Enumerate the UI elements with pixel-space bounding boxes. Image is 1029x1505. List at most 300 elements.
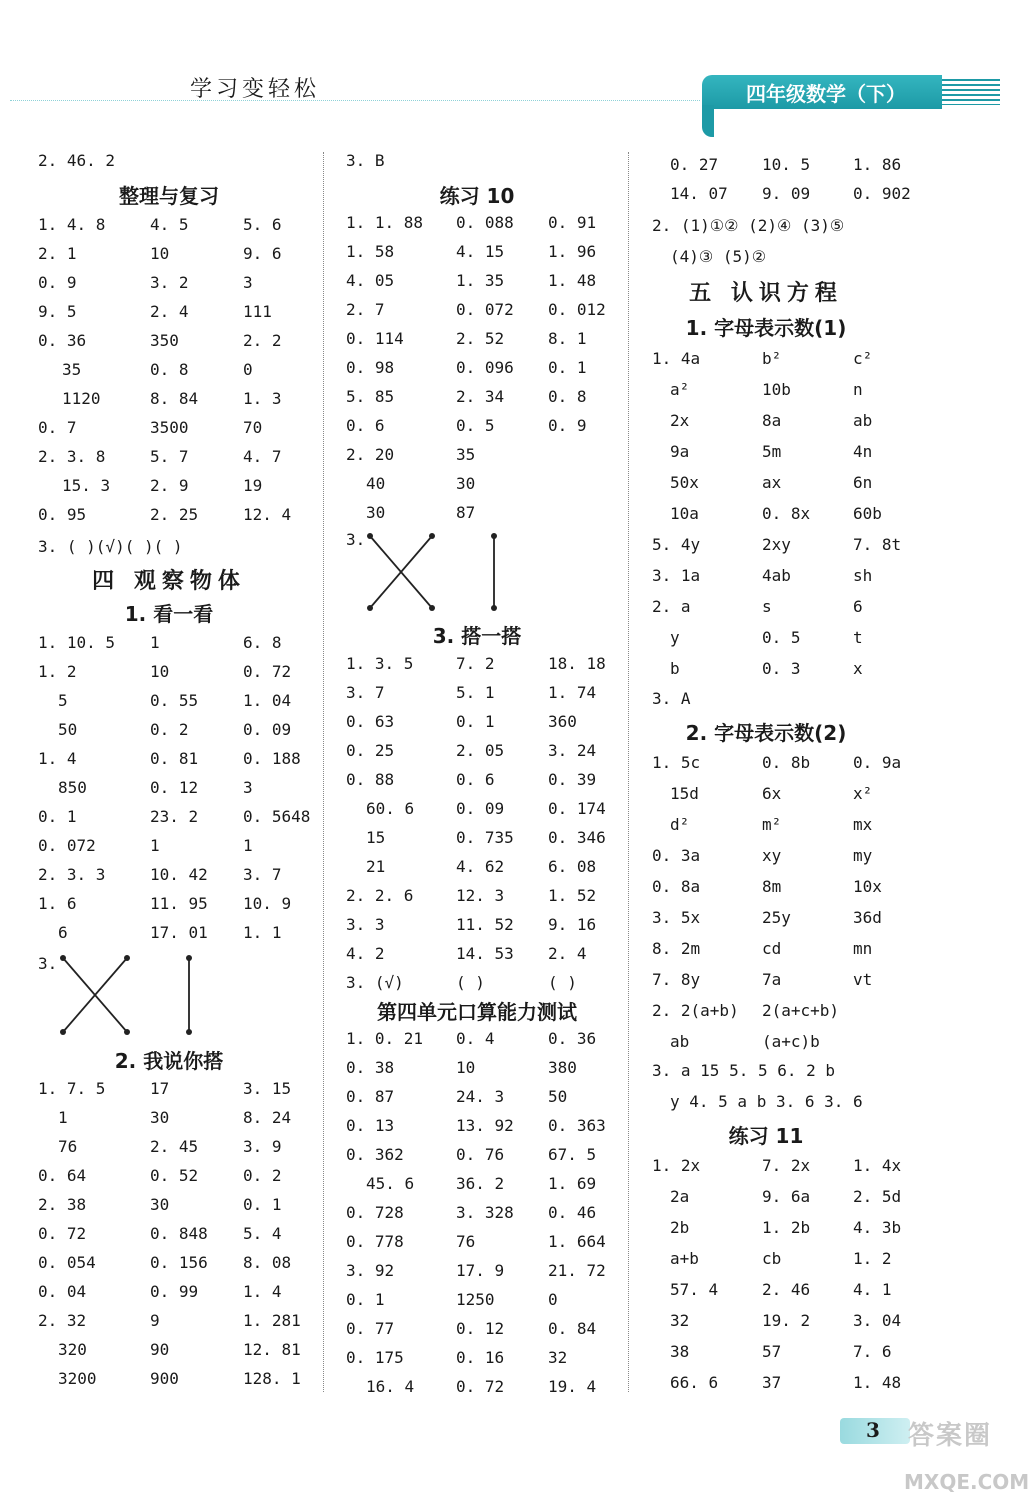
answer-cell: 2(a+c+b) (762, 1001, 840, 1020)
answer-cell: 30 (150, 1108, 170, 1127)
answer-cell: 0. 91 (548, 213, 597, 232)
answer-cell: 0. 72 (456, 1377, 505, 1396)
answer-cell: 2. a (652, 597, 691, 616)
answer-cell: 7. 2 (456, 654, 495, 673)
answer-cell: 15d (670, 784, 699, 803)
answer-cell: 6x (762, 784, 782, 803)
answer-cell: 2. 52 (456, 329, 505, 348)
answer-cell: 9a (670, 442, 690, 461)
answer-cell: 0. 9 (548, 416, 587, 435)
answer-cell: 19. 4 (548, 1377, 597, 1396)
answer-cell: 3 (243, 778, 253, 797)
answer-cell: 0. 778 (346, 1232, 404, 1251)
answer-cell: 0. 1 (548, 358, 587, 377)
answer-cell: 5m (762, 442, 782, 461)
answer-cell: 0. 088 (456, 213, 514, 232)
answer-cell: 1. 48 (548, 271, 597, 290)
section-heading: 1. 字母表示数(1) (685, 316, 847, 340)
answer-cell: 0. 36 (548, 1029, 597, 1048)
answer-cell: ax (762, 473, 782, 492)
answer-cell: 0. 98 (346, 358, 395, 377)
answer-cell: 50 (548, 1087, 568, 1106)
answer-line: 3. ( )(√)( )( ) (38, 537, 183, 556)
answer-line: 3. A (652, 689, 691, 708)
answer-cell: 40 (366, 474, 386, 493)
section-heading: 练习 11 (728, 1124, 804, 1148)
answer-cell: 35 (62, 360, 82, 379)
answer-cell: 12. 4 (243, 505, 292, 524)
answer-cell: 0 (548, 1290, 558, 1309)
answer-cell: 16. 4 (366, 1377, 415, 1396)
answer-cell: 0. 63 (346, 712, 395, 731)
answer-cell: 8a (762, 411, 782, 430)
unit-heading: 四 观察物体 (92, 569, 246, 594)
answer-cell: 7a (762, 970, 782, 989)
answer-cell: 1. 0. 21 (346, 1029, 424, 1048)
answer-cell: 2. 46 (762, 1280, 811, 1299)
watermark-url: MXQE.COM (904, 1470, 1029, 1494)
answer-cell: 2. 2(a+b) (652, 1001, 739, 1020)
answer-cell: 5. 4y (652, 535, 701, 554)
answer-cell: 0. 1 (38, 807, 77, 826)
answer-cell: 10 (150, 662, 170, 681)
answer-cell: 30 (150, 1195, 170, 1214)
answer-cell: (a+c)b (762, 1032, 820, 1051)
answer-cell: 0. 072 (456, 300, 514, 319)
answer-cell: 0. 174 (548, 799, 606, 818)
answer-cell: 50 (58, 720, 78, 739)
answer-cell: 0. 81 (150, 749, 199, 768)
answer-cell: 111 (243, 302, 272, 321)
answer-cell: 6 (58, 923, 68, 942)
answer-cell: y (670, 628, 680, 647)
answer-cell: 128. 1 (243, 1369, 301, 1388)
answer-cell: 9. 6 (243, 244, 282, 263)
answer-cell: 2. 25 (150, 505, 199, 524)
answer-cell: 6. 8 (243, 633, 282, 652)
answer-cell: 6 (853, 597, 863, 616)
answer-cell: 1250 (456, 1290, 495, 1309)
answer-cell: 36. 2 (456, 1174, 505, 1193)
answer-cell: 87 (456, 503, 476, 522)
answer-cell: 5. 6 (243, 215, 282, 234)
answer-cell: 18. 18 (548, 654, 606, 673)
answer-cell: 1. 52 (548, 886, 597, 905)
answer-cell: 7. 8y (652, 970, 701, 989)
answer-cell: 2. 2. 6 (346, 886, 414, 905)
answer-cell: 3. 1a (652, 566, 701, 585)
answer-cell: 0. 096 (456, 358, 514, 377)
answer-cell: 10x (853, 877, 882, 896)
answer-cell: 1. 6 (38, 894, 77, 913)
answer-cell: 0. 95 (38, 505, 87, 524)
answer-cell: 15. 3 (62, 476, 111, 495)
answer-cell: 2. 2 (243, 331, 282, 350)
answer-cell: 0. 87 (346, 1087, 395, 1106)
answer-cell: 8. 84 (150, 389, 199, 408)
answer-cell: 0 (243, 360, 253, 379)
answer-cell: 70 (243, 418, 263, 437)
answer-cell: 0. 77 (346, 1319, 395, 1338)
answer-cell: 17 (150, 1079, 170, 1098)
answer-cell: 4. 15 (456, 242, 505, 261)
answer-line: 2. 46. 2 (38, 151, 116, 170)
answer-cell: 0. 735 (456, 828, 514, 847)
answer-cell: 2. 38 (38, 1195, 87, 1214)
answer-cell: t (853, 628, 863, 647)
answer-cell: 9. 6a (762, 1187, 811, 1206)
answer-line: y 4. 5 a b 3. 6 3. 6 (670, 1092, 863, 1111)
answer-cell: 3. 2 (150, 273, 189, 292)
answer-cell: 50x (670, 473, 699, 492)
answer-cell: 90 (150, 1340, 170, 1359)
answer-line: 2. (1)①② (2)④ (3)⑤ (652, 216, 845, 235)
answer-cell: 76 (456, 1232, 476, 1251)
answer-cell: 19. 2 (762, 1311, 811, 1330)
answer-cell: 12. 81 (243, 1340, 301, 1359)
answer-cell: 5. 85 (346, 387, 395, 406)
answer-cell: 14. 53 (456, 944, 514, 963)
answer-cell: ( ) (456, 973, 485, 992)
answer-cell: 2. 32 (38, 1311, 87, 1330)
answer-cell: 0. 88 (346, 770, 395, 789)
answer-cell: 2x (670, 411, 690, 430)
answer-cell: c² (853, 349, 873, 368)
answer-cell: 5. 4 (243, 1224, 282, 1243)
answer-cell: 4. 62 (456, 857, 505, 876)
answer-cell: 45. 6 (366, 1174, 415, 1193)
answer-cell: 0. 114 (346, 329, 404, 348)
answer-cell: 37 (762, 1373, 782, 1392)
answer-cell: 2. 34 (456, 387, 505, 406)
answer-cell: 4. 3b (853, 1218, 902, 1237)
answer-cell: 1. 86 (853, 155, 902, 174)
section-heading: 2. 字母表示数(2) (685, 721, 847, 745)
answer-cell: 1. 04 (243, 691, 292, 710)
answer-cell: 3. 328 (456, 1203, 514, 1222)
answer-cell: 7. 8t (853, 535, 902, 554)
section-heading: 1. 看一看 (124, 602, 214, 626)
answer-cell: 3 (243, 273, 253, 292)
answer-cell: 19 (243, 476, 263, 495)
answer-cell: 4. 5 (150, 215, 189, 234)
answer-cell: 0. 848 (150, 1224, 208, 1243)
answer-cell: 1. 48 (853, 1373, 902, 1392)
answer-cell: 0. 46 (548, 1203, 597, 1222)
answer-cell: 900 (150, 1369, 179, 1388)
answer-cell: 0. 84 (548, 1319, 597, 1338)
section-heading: 3. 搭一搭 (432, 624, 522, 648)
answer-cell: 0. 012 (548, 300, 606, 319)
answer-cell: 9. 16 (548, 915, 597, 934)
answer-cell: 7. 6 (853, 1342, 892, 1361)
answer-cell: 1. 3. 5 (346, 654, 414, 673)
answer-cell: 1. 58 (346, 242, 395, 261)
answer-cell: 0. 52 (150, 1166, 199, 1185)
answer-cell: 1. 35 (456, 271, 505, 290)
answer-cell: 24. 3 (456, 1087, 505, 1106)
answer-line: 3. a 15 5. 5 6. 2 b (652, 1061, 836, 1080)
answer-cell: 8. 2m (652, 939, 701, 958)
answer-cell: 1. 69 (548, 1174, 597, 1193)
answer-cell: 0. 64 (38, 1166, 87, 1185)
answer-cell: 0. 99 (150, 1282, 199, 1301)
answer-cell: 3. 7 (346, 683, 385, 702)
answer-cell: 3200 (58, 1369, 97, 1388)
answer-cell: 0. 2 (243, 1166, 282, 1185)
answer-cell: 0. 072 (38, 836, 96, 855)
answer-cell: 10a (670, 504, 699, 523)
answer-cell: d² (670, 815, 690, 834)
answer-cell: 8. 1 (548, 329, 587, 348)
answer-cell: 15 (366, 828, 386, 847)
answer-cell: 4. 7 (243, 447, 282, 466)
answer-cell: 1. 664 (548, 1232, 606, 1251)
answer-cell: 1. 4. 8 (38, 215, 106, 234)
answer-cell: 3. 92 (346, 1261, 395, 1280)
answer-cell: n (853, 380, 863, 399)
answer-cell: m² (762, 815, 782, 834)
answer-cell: 1. 2 (38, 662, 77, 681)
answer-cell: 1 (150, 633, 160, 652)
answer-cell: 25y (762, 908, 791, 927)
answer-cell: 11. 95 (150, 894, 208, 913)
answer-cell: 0. 55 (150, 691, 199, 710)
answer-cell: 0. 09 (243, 720, 292, 739)
answer-cell: 1120 (62, 389, 101, 408)
answer-cell: 1. 10. 5 (38, 633, 116, 652)
answer-cell: 320 (58, 1340, 87, 1359)
answer-cell: 3. 7 (243, 865, 282, 884)
answer-cell: my (853, 846, 873, 865)
answer-cell: a+b (670, 1249, 699, 1268)
answer-cell: 5. 7 (150, 447, 189, 466)
answer-cell: 380 (548, 1058, 577, 1077)
answer-cell: 12. 3 (456, 886, 505, 905)
answer-cell: 0. 6 (346, 416, 385, 435)
answer-cell: 3. 04 (853, 1311, 902, 1330)
answer-cell: 0. 16 (456, 1348, 505, 1367)
answer-cell: 360 (548, 712, 577, 731)
answer-cell: 2. 3. 3 (38, 865, 106, 884)
section-heading: 整理与复习 (119, 184, 219, 208)
answer-cell: 30 (366, 503, 386, 522)
answer-cell: 0. 3a (652, 846, 701, 865)
answer-cell: 30 (456, 474, 476, 493)
answer-cell: 0. 2 (150, 720, 189, 739)
answer-cell: 2. 3. 8 (38, 447, 106, 466)
answer-cell: 1. 4x (853, 1156, 902, 1175)
answer-cell: 1. 2 (853, 1249, 892, 1268)
answer-cell: ab (853, 411, 873, 430)
answer-cell: 0. 04 (38, 1282, 87, 1301)
answer-cell: 850 (58, 778, 87, 797)
answer-cell: 0. 902 (853, 184, 911, 203)
answer-cell: 3. 3 (346, 915, 385, 934)
question-label: 3. (38, 954, 58, 973)
answer-cell: 2. 4 (548, 944, 587, 963)
answer-cell: 0. 728 (346, 1203, 404, 1222)
section-heading: 第四单元口算能力测试 (377, 1000, 577, 1024)
answer-cell: 0. 25 (346, 741, 395, 760)
answer-cell: 10. 5 (762, 155, 811, 174)
answer-cell: 2. 4 (150, 302, 189, 321)
answer-cell: sh (853, 566, 873, 585)
answer-cell: 4n (853, 442, 873, 461)
answer-cell: 21. 72 (548, 1261, 606, 1280)
answer-cell: 0. 72 (243, 662, 292, 681)
answer-cell: 0. 5 (456, 416, 495, 435)
answer-cell: 1. 5c (652, 753, 701, 772)
answer-cell: 5 (58, 691, 68, 710)
answer-cell: 8. 08 (243, 1253, 292, 1272)
answer-cell: 8. 24 (243, 1108, 292, 1127)
answer-cell: 10b (762, 380, 791, 399)
answer-cell: 1. 3 (243, 389, 282, 408)
answer-cell: 8m (762, 877, 782, 896)
answer-cell: 4ab (762, 566, 791, 585)
answer-cell: 1. 281 (243, 1311, 301, 1330)
question-label: 3. (346, 530, 366, 549)
unit-heading: 五 认识方程 (689, 281, 843, 306)
answer-cell: ab (670, 1032, 690, 1051)
answer-cell: 350 (150, 331, 179, 350)
answer-cell: ( ) (548, 973, 577, 992)
answer-cell: 10 (456, 1058, 476, 1077)
answer-cell: 1. 2x (652, 1156, 701, 1175)
answer-cell: mn (853, 939, 873, 958)
answer-cell: vt (853, 970, 873, 989)
answer-line: 3. B (346, 151, 385, 170)
answer-cell: 1 (150, 836, 160, 855)
answer-cell: x (853, 659, 863, 678)
answer-cell: 1. 7. 5 (38, 1079, 106, 1098)
answer-cell: 2. 05 (456, 741, 505, 760)
answer-cell: 2. 20 (346, 445, 395, 464)
answer-cell: cb (762, 1249, 782, 1268)
answer-cell: 9. 5 (38, 302, 77, 321)
answer-cell: 60. 6 (366, 799, 415, 818)
answer-cell: 36d (853, 908, 882, 927)
answer-cell: 0. 8x (762, 504, 811, 523)
answer-cell: 0. 6 (456, 770, 495, 789)
answer-cell: 0. 3 (762, 659, 801, 678)
answer-cell: 17. 9 (456, 1261, 505, 1280)
answer-cell: 0. 12 (150, 778, 199, 797)
answer-cell: 57. 4 (670, 1280, 719, 1299)
answer-cell: 6n (853, 473, 873, 492)
answer-cell: 0. 9 (38, 273, 77, 292)
answer-cell: 0. 8 (548, 387, 587, 406)
header-title: 学习变轻松 (190, 77, 321, 102)
answer-cell: 0. 8 (150, 360, 189, 379)
answer-cell: 1. 96 (548, 242, 597, 261)
answer-cell: 0. 72 (38, 1224, 87, 1243)
page-number: 3 (866, 1418, 880, 1442)
answer-cell: 3. (√) (346, 973, 404, 992)
answer-cell: x² (853, 784, 873, 803)
answer-cell: 0. 175 (346, 1348, 404, 1367)
answer-cell: 66. 6 (670, 1373, 719, 1392)
answer-cell: 10 (150, 244, 170, 263)
answer-cell: b (670, 659, 680, 678)
answer-cell: 9 (150, 1311, 160, 1330)
answer-cell: 0. 8a (652, 877, 701, 896)
answer-cell: b² (762, 349, 782, 368)
answer-cell: 17. 01 (150, 923, 208, 942)
answer-cell: 32 (548, 1348, 568, 1367)
answer-cell: 38 (670, 1342, 690, 1361)
answer-cell: 0. 054 (38, 1253, 96, 1272)
answer-cell: 0. 346 (548, 828, 606, 847)
answer-cell: 0. 76 (456, 1145, 505, 1164)
answer-cell: 2xy (762, 535, 791, 554)
answer-cell: 4. 05 (346, 271, 395, 290)
answer-cell: 3500 (150, 418, 189, 437)
answer-cell: 2. 45 (150, 1137, 199, 1156)
answer-cell: s (762, 597, 772, 616)
answer-cell: 1 (243, 836, 253, 855)
answer-cell: 2. 1 (38, 244, 77, 263)
answer-cell: 11. 52 (456, 915, 514, 934)
answer-cell: 2. 5d (853, 1187, 902, 1206)
answer-cell: 6. 08 (548, 857, 597, 876)
answer-cell: 0. 362 (346, 1145, 404, 1164)
answer-cell: 2. 9 (150, 476, 189, 495)
answer-cell: xy (762, 846, 782, 865)
answer-line: (4)③ (5)② (670, 247, 767, 266)
answer-cell: 0. 36 (38, 331, 87, 350)
answer-cell: 0. 7 (38, 418, 77, 437)
answer-cell: 1. 2b (762, 1218, 811, 1237)
answer-cell: 21 (366, 857, 386, 876)
answer-cell: 13. 92 (456, 1116, 514, 1135)
answer-cell: a² (670, 380, 690, 399)
answer-cell: cd (762, 939, 782, 958)
answer-cell: 0. 09 (456, 799, 505, 818)
answer-cell: 5. 1 (456, 683, 495, 702)
answer-cell: 2b (670, 1218, 690, 1237)
answer-cell: 1. 4 (38, 749, 77, 768)
answer-cell: 10. 9 (243, 894, 292, 913)
answer-cell: 3. 9 (243, 1137, 282, 1156)
answer-cell: 9. 09 (762, 184, 811, 203)
answer-cell: 1 (58, 1108, 68, 1127)
banner-text: 四年级数学（下） (746, 82, 906, 106)
watermark-logo: 答案圈 (908, 1421, 993, 1451)
answer-cell: 3. 5x (652, 908, 701, 927)
answer-cell: 35 (456, 445, 476, 464)
section-heading: 2. 我说你搭 (114, 1049, 224, 1073)
answer-cell: 0. 5 (762, 628, 801, 647)
answer-cell: 0. 363 (548, 1116, 606, 1135)
answer-cell: 2. 7 (346, 300, 385, 319)
answer-cell: 0. 4 (456, 1029, 495, 1048)
answer-cell: mx (853, 815, 873, 834)
answer-cell: 3. 24 (548, 741, 597, 760)
answer-cell: 1. 74 (548, 683, 597, 702)
answer-cell: 0. 13 (346, 1116, 395, 1135)
answer-cell: 76 (58, 1137, 78, 1156)
answer-cell: 2a (670, 1187, 690, 1206)
answer-cell: 0. 8b (762, 753, 811, 772)
answer-cell: 10. 42 (150, 865, 208, 884)
answer-cell: 0. 9a (853, 753, 902, 772)
answer-cell: 0. 1 (243, 1195, 282, 1214)
answer-cell: 1. 4 (243, 1282, 282, 1301)
answer-cell: 23. 2 (150, 807, 199, 826)
answer-cell: 1. 1 (243, 923, 282, 942)
